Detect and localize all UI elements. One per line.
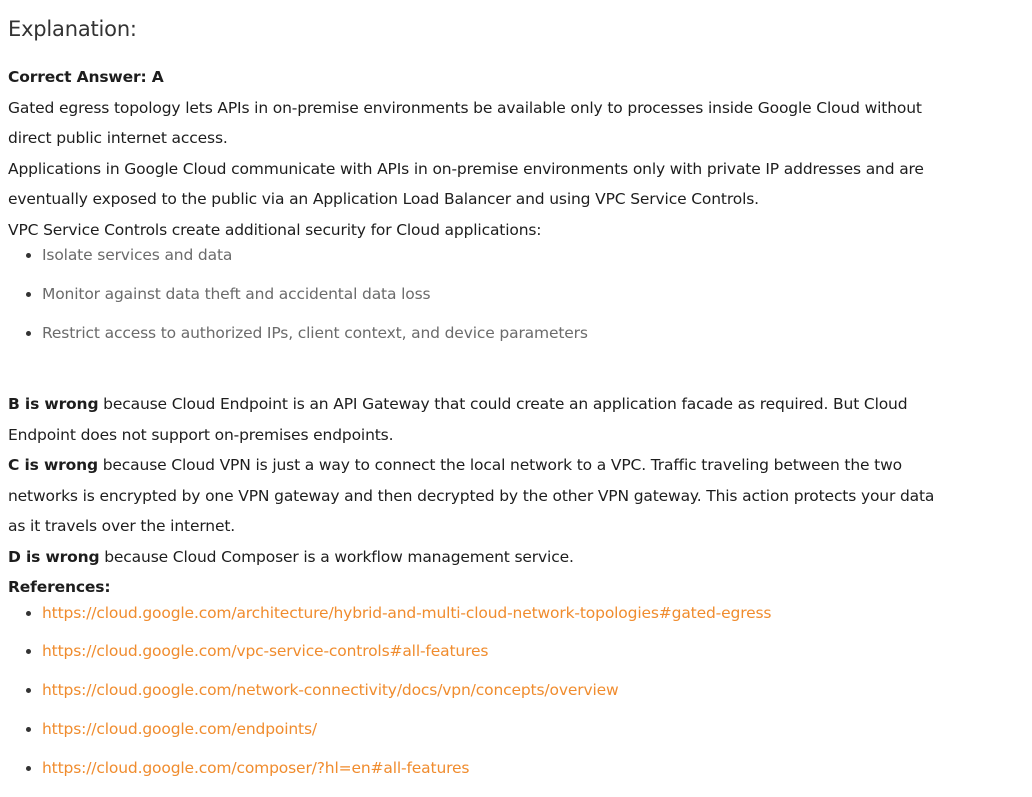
reference-link-vpc-service-controls[interactable]: https://cloud.google.com/vpc-service-controls#all-features <box>42 642 489 661</box>
reference-link-vpn-overview[interactable]: https://cloud.google.com/network-connectivity/docs/vpn/concepts/overview <box>42 681 619 700</box>
reference-link-gated-egress[interactable]: https://cloud.google.com/architecture/hybrid-and-multi-cloud-network-topologies#gated-egress <box>42 603 772 622</box>
wrong-answer-c-text: because Cloud VPN is just a way to connect the local network to a VPC. Traffic traveling between the two networks is encrypted by one VPN gateway and then decrypted by the other VPN gateway. This action protects your data as it travels over the internet. <box>8 456 935 535</box>
explanation-heading: Explanation: <box>8 17 137 41</box>
explanation-paragraph-3: VPC Service Controls create additional security for Cloud applications: <box>8 220 542 239</box>
list-item <box>42 758 948 779</box>
correct-answer: Correct Answer: A <box>8 68 164 86</box>
references-heading: References: <box>8 578 111 596</box>
wrong-answer-c <box>8 450 948 542</box>
vpc-features-list <box>8 245 948 344</box>
wrong-answer-d-label: D is wrong <box>8 547 100 566</box>
list-item <box>42 641 948 662</box>
wrong-answer-c-label: C is wrong <box>8 456 98 474</box>
explanation-paragraph-2: Applications in Google Cloud communicate with APIs in on-premise environments only with private IP addresses and are eventually exposed to the public via an Application Load Balancer and using VPC Service Controls. <box>8 159 924 208</box>
list-item <box>42 603 948 624</box>
list-item <box>42 719 948 740</box>
list-item <box>42 680 948 701</box>
wrong-answer-b <box>8 389 948 450</box>
section-spacer <box>8 362 948 389</box>
wrong-answer-b-label: B is wrong <box>8 395 99 413</box>
list-item: • Isolate services and data <box>42 245 948 266</box>
explanation-panel <box>8 14 948 796</box>
wrong-answer-b-text: because Cloud Endpoint is an API Gateway that could create an application facade as required. But Cloud Endpoint does not support on-premises endpoints. <box>8 395 908 444</box>
explanation-paragraph-1: Gated egress topology lets APIs in on-premise environments be available only to processes inside Google Cloud without direct public internet access. <box>8 98 922 147</box>
reference-link-composer[interactable]: https://cloud.google.com/composer/?hl=en#all-features <box>42 758 470 777</box>
list-item: • Monitor against data theft and accidental data loss <box>42 284 948 305</box>
wrong-answer-d-text: because Cloud Composer is a workflow management service. <box>99 547 574 566</box>
reference-link-endpoints[interactable]: https://cloud.google.com/endpoints/ <box>42 719 317 738</box>
list-item: • Restrict access to authorized IPs, client context, and device parameters <box>42 323 948 344</box>
wrong-answer-d <box>8 542 948 573</box>
references-list <box>8 603 948 779</box>
